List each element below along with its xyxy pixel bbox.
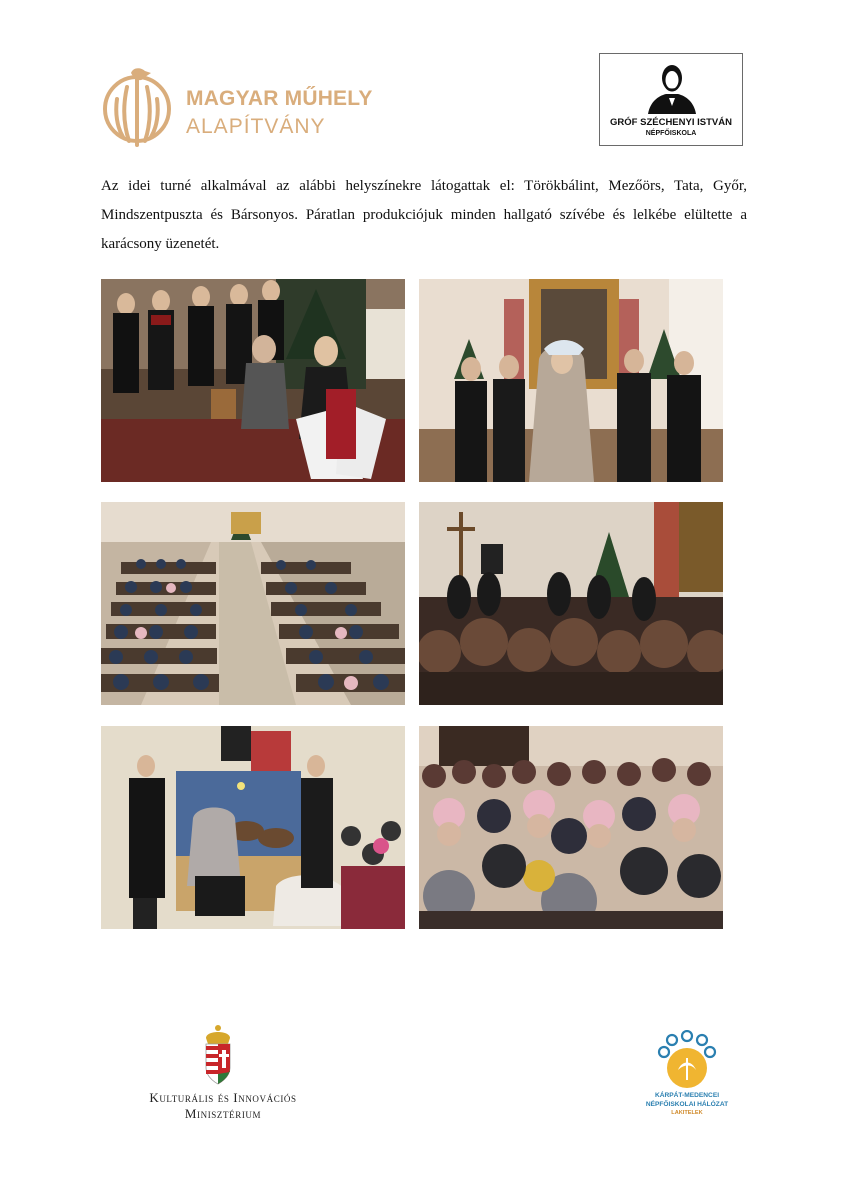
choir-performance-photo [101, 279, 405, 482]
ministry-logo [128, 1022, 318, 1122]
network-name-line1: KÁRPÁT-MEDENCEI [654, 1092, 720, 1099]
network-emblem-icon [654, 1030, 720, 1090]
szechenyi-nepfoiskola-logo [599, 53, 743, 146]
magyar-muhely-logo [101, 65, 391, 155]
portrait-icon [644, 58, 700, 114]
karpat-medencei-halozat-logo [636, 1030, 738, 1122]
nativity-costume-photo [419, 279, 723, 482]
network-location: LAKITELEK [671, 1110, 703, 1116]
nativity-scene-photo [101, 726, 405, 929]
children-audience-photo [419, 726, 723, 929]
foundation-name-line2: ALAPÍTVÁNY [186, 115, 326, 138]
network-name-line2: NÉPFŐISKOLAI HÁLÓZAT [645, 1101, 729, 1108]
hungarian-crest-icon [200, 1022, 236, 1086]
foundation-name-line1: MAGYAR MŰHELY [186, 87, 373, 110]
church-concert-crowd-photo [419, 502, 723, 705]
ministry-name-line2: Minisztérium [184, 1106, 262, 1121]
eagle-emblem-icon [101, 65, 173, 151]
school-subtitle: NÉPFŐISKOLA [645, 130, 697, 137]
church-audience-overview-photo [101, 502, 405, 705]
school-name: GRÓF SZÉCHENYI ISTVÁN [610, 117, 732, 128]
ministry-name-line1: Kulturális és Innovációs [149, 1090, 297, 1105]
intro-paragraph: Az idei turné alkalmával az alábbi helyszínekre látogattak el: Törökbálint, Mezőörs, Tata, Győr, Mindszentpuszta és Bársonyos. Páratlan produkciójuk minden hallgató szívébe és lelkébe elültette a karácsony üzenetét. [101, 178, 747, 252]
